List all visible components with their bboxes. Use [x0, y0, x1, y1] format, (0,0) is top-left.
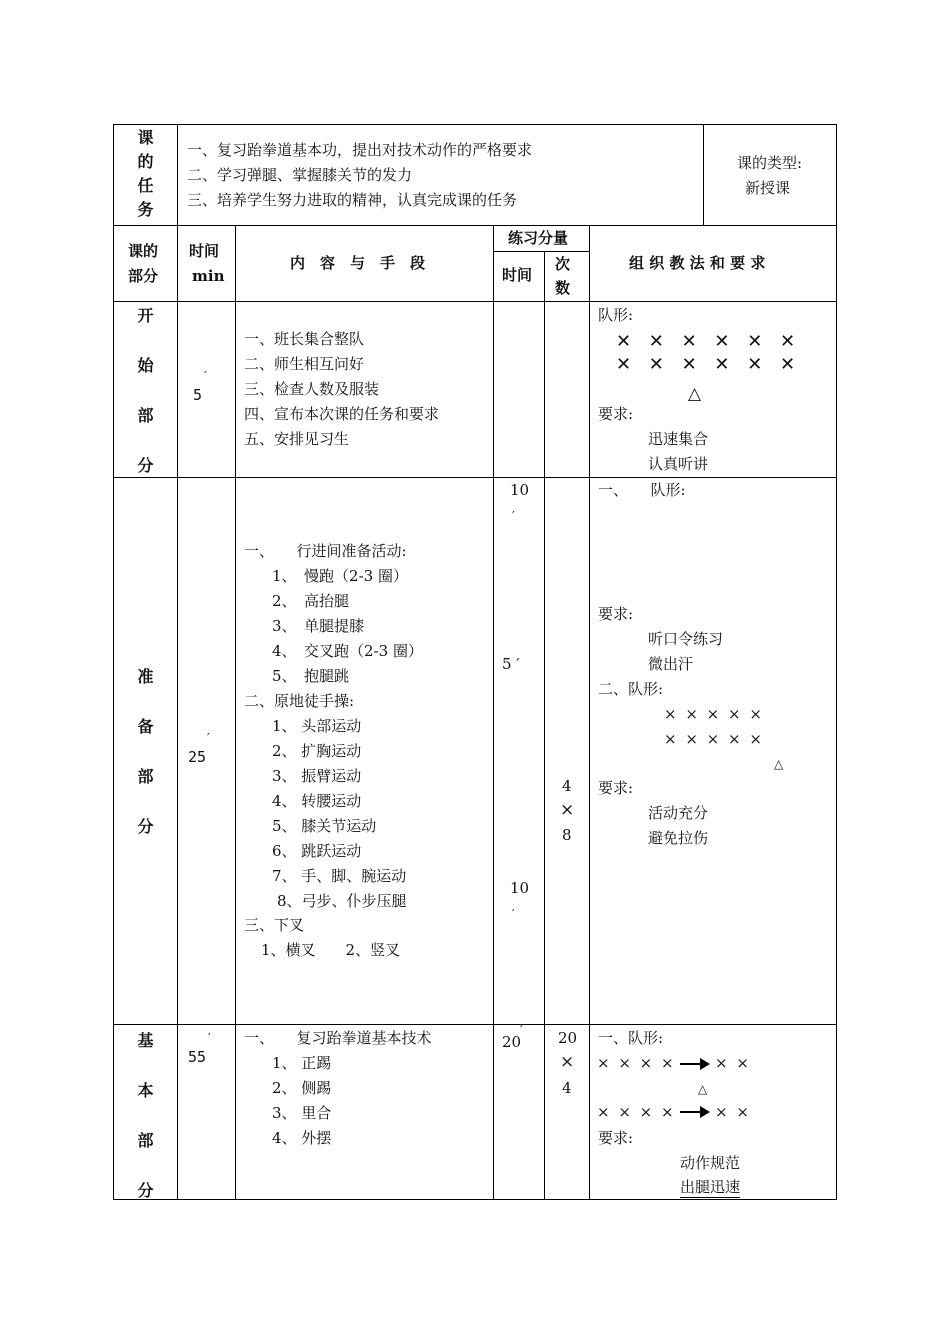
prep-minutes: 25	[188, 748, 207, 766]
prep-count-1: 4	[562, 777, 572, 795]
row-divider	[113, 477, 837, 478]
basic-req-2: 出腿迅速	[680, 1178, 741, 1196]
prep-content-15: 8、弓步、仆步压腿	[277, 892, 407, 910]
prep-req-2-1: 活动充分	[648, 804, 709, 822]
prep-formation-row-1: × × × × ×	[664, 705, 764, 723]
prep-formation-1-label: 一、 队形:	[598, 481, 686, 499]
prep-time-1-mark: ′	[512, 509, 515, 523]
basic-formation-row-2-left: × × × ×	[597, 1103, 676, 1121]
task-line-2: 二、学习弹腿、掌握膝关节的发力	[187, 166, 413, 184]
header-content: 内 容 与 手 段	[290, 254, 426, 272]
task-label: 课 的 任 务	[137, 128, 154, 219]
prep-content-8: 1、 头部运动	[272, 717, 362, 735]
basic-content-3: 2、 侧踢	[272, 1079, 332, 1097]
basic-formation-row-1-right: × ×	[715, 1054, 751, 1072]
header-sub-count-1: 次	[555, 255, 571, 273]
basic-req-label: 要求:	[598, 1129, 634, 1147]
prep-content-13: 6、 跳跃运动	[272, 842, 362, 860]
basic-content-2: 1、 正踢	[272, 1054, 332, 1072]
col-divider	[177, 124, 178, 1200]
prep-formation-row-2: × × × × ×	[664, 730, 764, 748]
row-divider	[113, 1024, 837, 1025]
header-part-1: 课的	[128, 242, 159, 260]
start-section-label: 开 始 部 分	[137, 306, 154, 475]
basic-time-mark: ′	[520, 1023, 523, 1037]
col-divider	[544, 251, 545, 1200]
prep-count-2: ×	[560, 800, 575, 820]
prep-content-16: 三、下叉	[244, 916, 305, 934]
prep-content-6: 5、 抱腿跳	[272, 667, 350, 685]
start-req-2: 认真听讲	[648, 455, 709, 473]
table-border-top	[113, 124, 837, 125]
prep-time-3: 10	[510, 879, 530, 897]
prep-time-3-mark: ′	[512, 907, 515, 921]
arrow-right-icon	[680, 1111, 708, 1113]
start-teacher-icon: △	[688, 384, 702, 404]
start-content-5: 五、安排见习生	[244, 430, 350, 448]
row-divider	[113, 225, 837, 226]
prep-section-label: 准 备 部 分	[137, 667, 154, 836]
header-practice: 练习分量	[508, 229, 569, 247]
table-border-right	[836, 124, 837, 1200]
basic-content-4: 3、 里合	[272, 1104, 332, 1122]
prep-content-3: 2、 高抬腿	[272, 592, 350, 610]
basic-content-5: 4、 外摆	[272, 1129, 332, 1147]
prep-content-1: 一、 行进间准备活动:	[244, 542, 407, 560]
task-line-1: 一、复习跆拳道基本功，提出对技术动作的严格要求	[187, 141, 533, 159]
basic-req-1: 动作规范	[680, 1154, 741, 1172]
start-minute-mark: ′	[204, 369, 207, 383]
start-formation-row-2: ✕ ✕ ✕ ✕ ✕ ✕	[616, 354, 802, 375]
prep-req-1-2: 微出汗	[648, 655, 694, 673]
header-sub-count-2: 数	[555, 279, 571, 297]
basic-formation-row-1-left: × × × ×	[597, 1054, 676, 1072]
start-minutes: 5	[193, 386, 203, 404]
basic-formation-label: 一、队形:	[598, 1029, 664, 1047]
task-line-3: 三、培养学生努力进取的精神，认真完成课的任务	[187, 191, 518, 209]
prep-content-2: 1、 慢跑（2-3 圈）	[272, 567, 408, 585]
prep-time-2: 5 ′	[502, 655, 520, 673]
prep-count-3: 8	[562, 826, 572, 844]
prep-content-12: 5、 膝关节运动	[272, 817, 377, 835]
prep-req-1-label: 要求:	[598, 605, 634, 623]
row-divider	[113, 301, 837, 302]
lesson-type-label: 课的类型:	[737, 154, 803, 172]
prep-content-11: 4、 转腰运动	[272, 792, 362, 810]
prep-content-17: 1、横叉 2、竖叉	[261, 941, 401, 959]
col-divider	[589, 225, 590, 1200]
start-content-3: 三、检查人数及服装	[244, 380, 380, 398]
basic-section-label: 基 本 部 分	[137, 1031, 154, 1200]
table-border-bottom	[113, 1199, 837, 1200]
header-time-2: min	[192, 267, 225, 285]
header-sub-time: 时间	[502, 266, 533, 284]
basic-formation-row-2-right: × ×	[715, 1103, 751, 1121]
start-content-2: 二、师生相互问好	[244, 355, 365, 373]
col-divider	[493, 225, 494, 1200]
lesson-type-value: 新授课	[745, 179, 791, 197]
prep-minute-mark: ′	[207, 731, 210, 745]
start-formation-row-1: ✕ ✕ ✕ ✕ ✕ ✕	[616, 331, 802, 352]
prep-req-2-2: 避免拉伤	[648, 829, 709, 847]
prep-req-1-1: 听口令练习	[648, 630, 724, 648]
start-formation-label: 队形:	[598, 306, 634, 324]
prep-content-10: 3、 振臂运动	[272, 767, 362, 785]
prep-content-4: 3、 单腿提膝	[272, 617, 365, 635]
start-content-1: 一、班长集合整队	[244, 330, 365, 348]
basic-teacher-icon: △	[698, 1082, 708, 1096]
start-req-1: 迅速集合	[648, 430, 709, 448]
basic-minutes: 55	[188, 1048, 207, 1066]
prep-req-2-label: 要求:	[598, 779, 634, 797]
start-content-4: 四、宣布本次课的任务和要求	[244, 405, 440, 423]
header-time-1: 时间	[189, 242, 220, 260]
prep-teacher-icon: △	[774, 757, 784, 771]
prep-time-1: 10	[510, 481, 530, 499]
prep-content-5: 4、 交叉跑（2-3 圈）	[272, 642, 423, 660]
col-divider	[235, 225, 236, 1200]
basic-content-1: 一、 复习跆拳道基本技术	[244, 1029, 432, 1047]
header-org: 组 织 教 法 和 要 求	[629, 254, 766, 272]
col-divider	[703, 124, 704, 225]
basic-count-3: 4	[562, 1079, 572, 1097]
row-divider	[493, 251, 589, 252]
basic-time: 20	[502, 1033, 522, 1051]
basic-count-2: ×	[560, 1052, 575, 1072]
prep-content-7: 二、原地徒手操:	[244, 692, 355, 710]
basic-minute-mark: ′	[208, 1031, 211, 1045]
prep-content-9: 2、 扩胸运动	[272, 742, 362, 760]
arrow-right-icon	[680, 1063, 708, 1065]
prep-formation-2-label: 二、队形:	[598, 680, 664, 698]
basic-count-1: 20	[558, 1029, 578, 1047]
start-req-label: 要求:	[598, 405, 634, 423]
prep-content-14: 7、 手、脚、腕运动	[272, 867, 407, 885]
header-part-2: 部分	[128, 267, 159, 285]
